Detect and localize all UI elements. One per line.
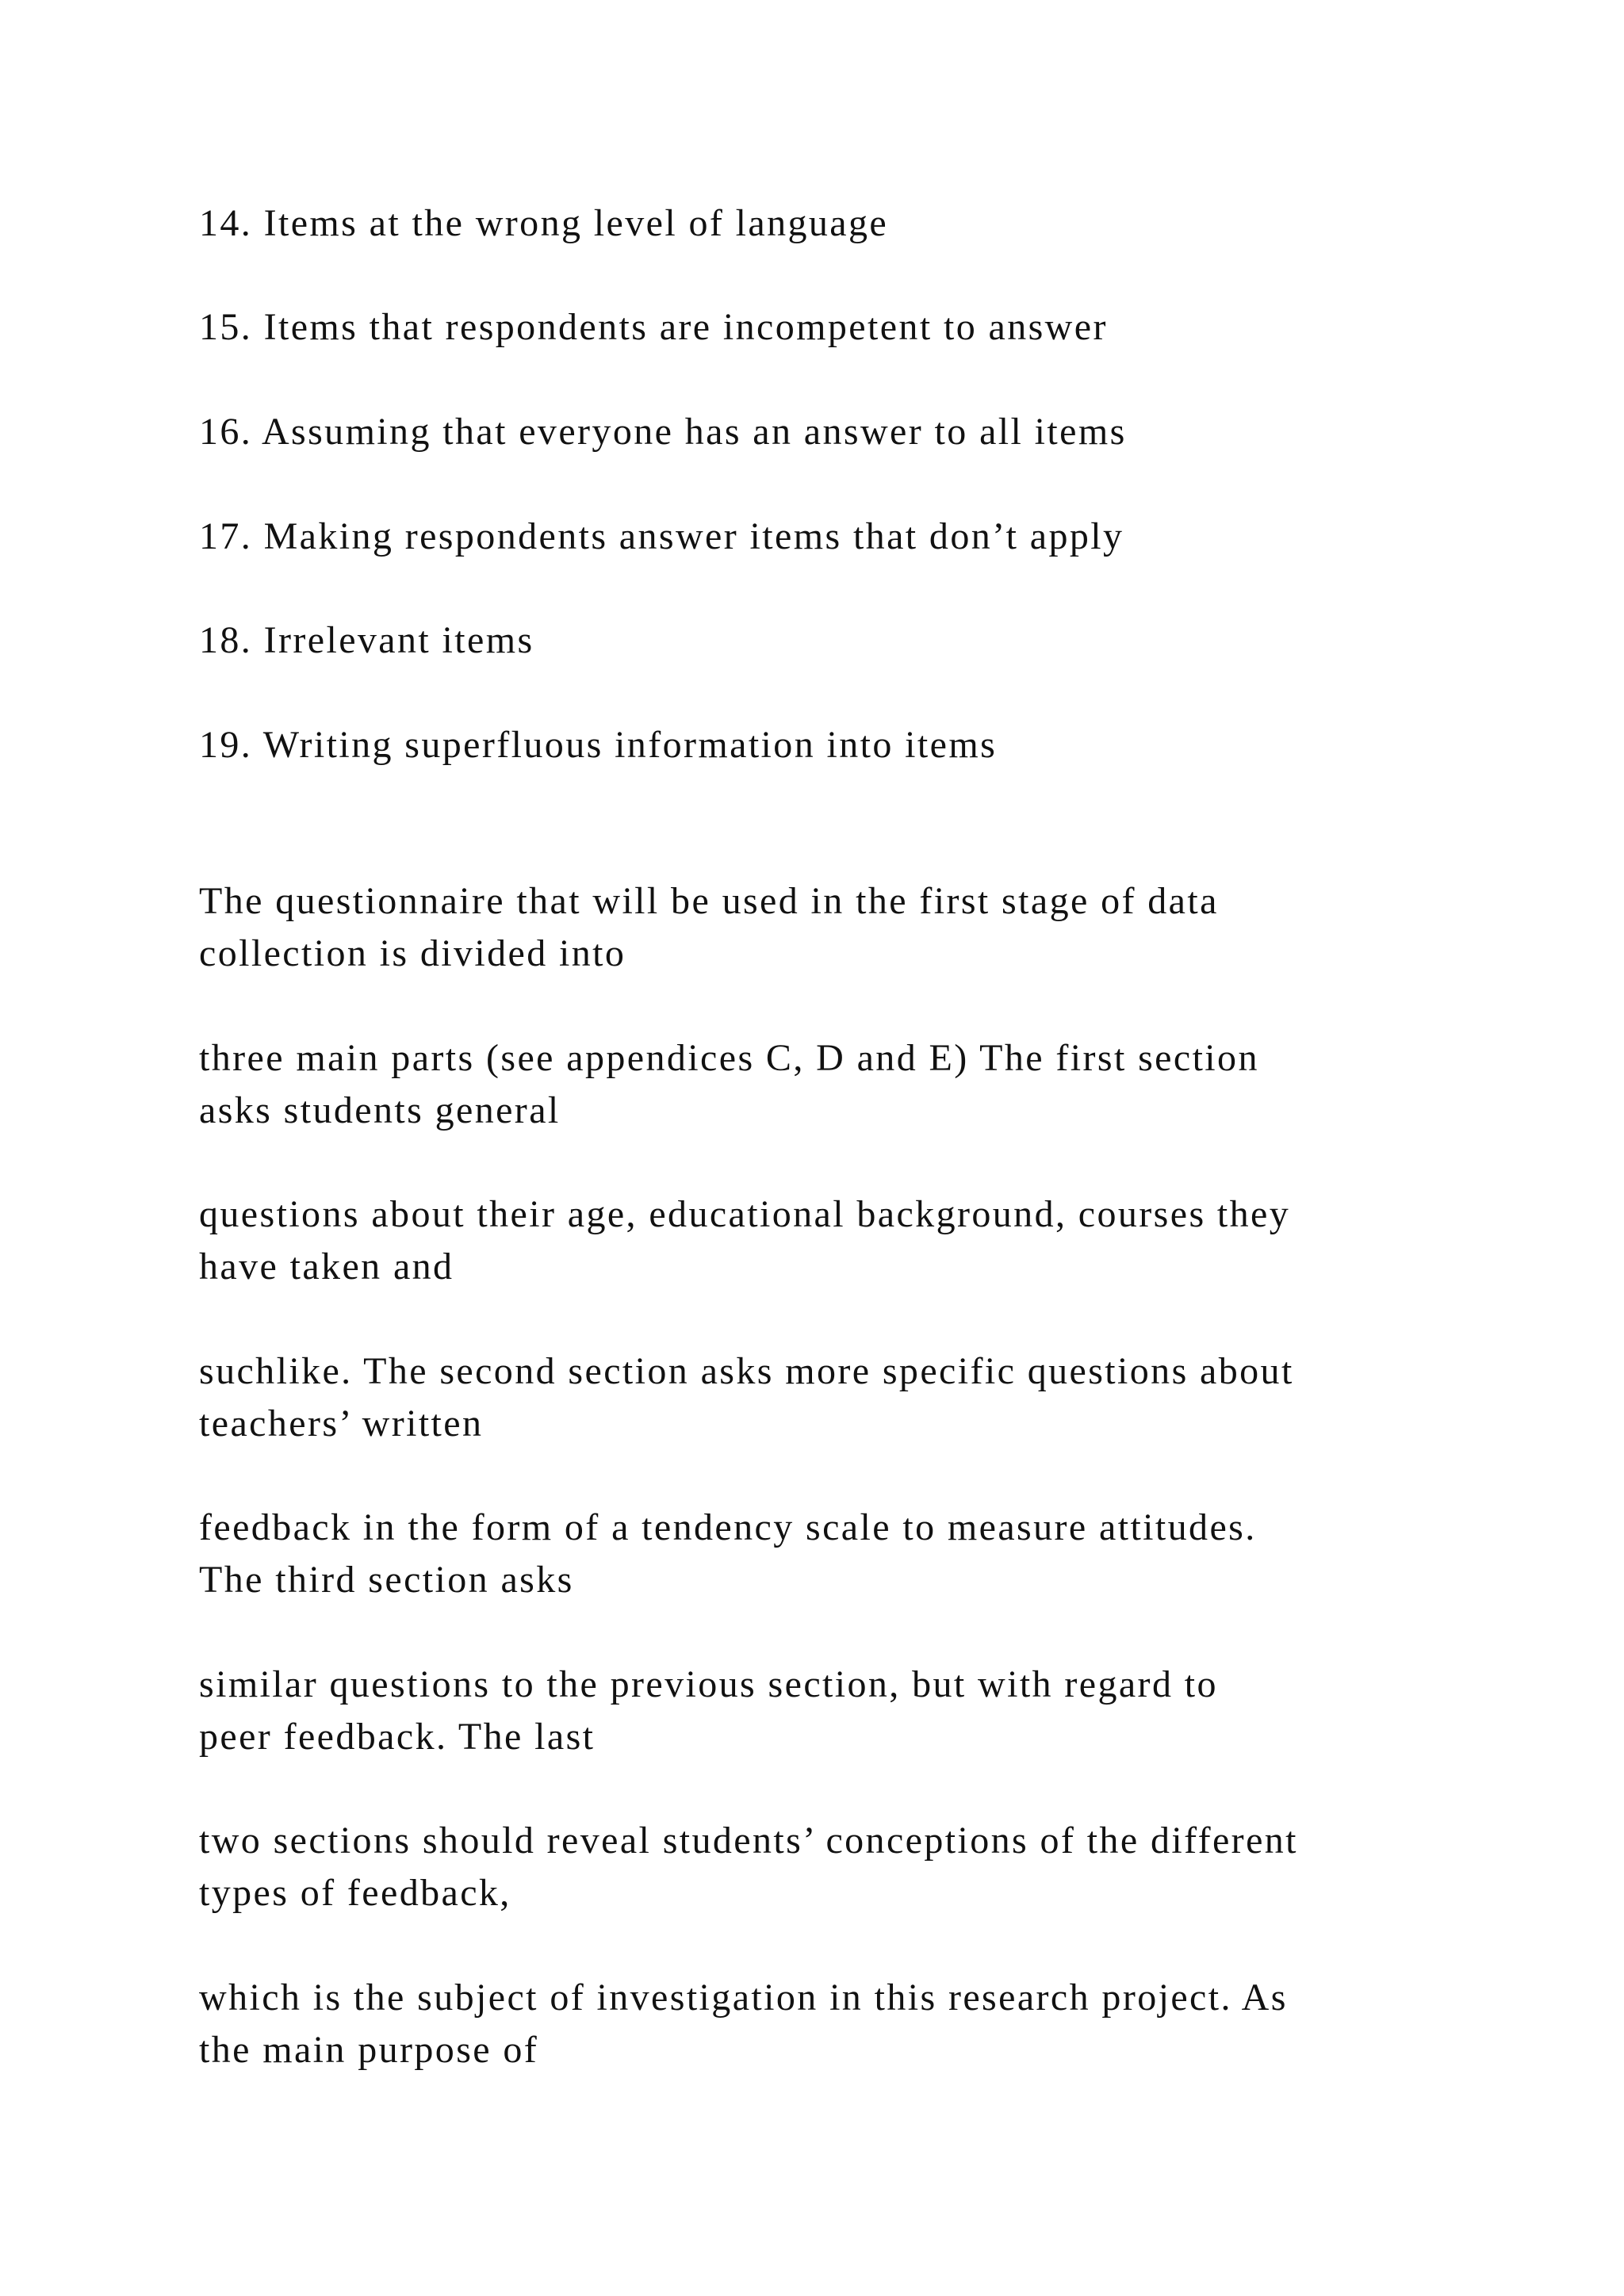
paragraph-5 <box>199 1502 1468 1606</box>
paragraph-line: types of feedback, <box>199 1872 511 1914</box>
list-item-18: 18. Irrelevant items <box>199 619 534 661</box>
paragraph-line: have taken and <box>199 1246 454 1288</box>
paragraph-line: three main parts (see appendices C, D and E) The first section <box>199 1037 1259 1079</box>
paragraph-line: two sections should reveal students’ conceptions of the different <box>199 1820 1298 1862</box>
paragraph-line: asks students general <box>199 1089 561 1131</box>
paragraph-line: The questionnaire that will be used in the first stage of data <box>199 880 1219 922</box>
paragraph-line: similar questions to the previous section, but with regard to <box>199 1663 1218 1705</box>
paragraph-line: peer feedback. The last <box>199 1716 596 1758</box>
paragraph-4 <box>199 1345 1468 1450</box>
list-item-15: 15. Items that respondents are incompetent to answer <box>199 306 1108 348</box>
paragraph-line: suchlike. The second section asks more specific questions about <box>199 1350 1294 1392</box>
paragraph-line: the main purpose of <box>199 2029 539 2071</box>
paragraph-line: The third section asks <box>199 1559 574 1601</box>
list-item-14: 14. Items at the wrong level of language <box>199 202 889 244</box>
paragraph-line: questions about their age, educational background, courses they <box>199 1193 1291 1235</box>
paragraph-line: feedback in the form of a tendency scale to measure attitudes. <box>199 1506 1257 1548</box>
paragraph-7 <box>199 1815 1468 1919</box>
list-item-19: 19. Writing superfluous information into items <box>199 724 998 766</box>
paragraph-1 <box>199 875 1468 980</box>
paragraph-line: teachers’ written <box>199 1402 484 1445</box>
paragraph-6 <box>199 1659 1468 1763</box>
list-item-17: 17. Making respondents answer items that don’t apply <box>199 515 1124 557</box>
paragraph-2 <box>199 1032 1468 1137</box>
paragraph-8 <box>199 1972 1468 2076</box>
paragraph-line: which is the subject of investigation in this research project. As <box>199 1976 1288 2019</box>
list-item-16: 16. Assuming that everyone has an answer to all items <box>199 411 1127 453</box>
paragraph-line: collection is divided into <box>199 932 626 974</box>
paragraph-3 <box>199 1188 1468 1293</box>
